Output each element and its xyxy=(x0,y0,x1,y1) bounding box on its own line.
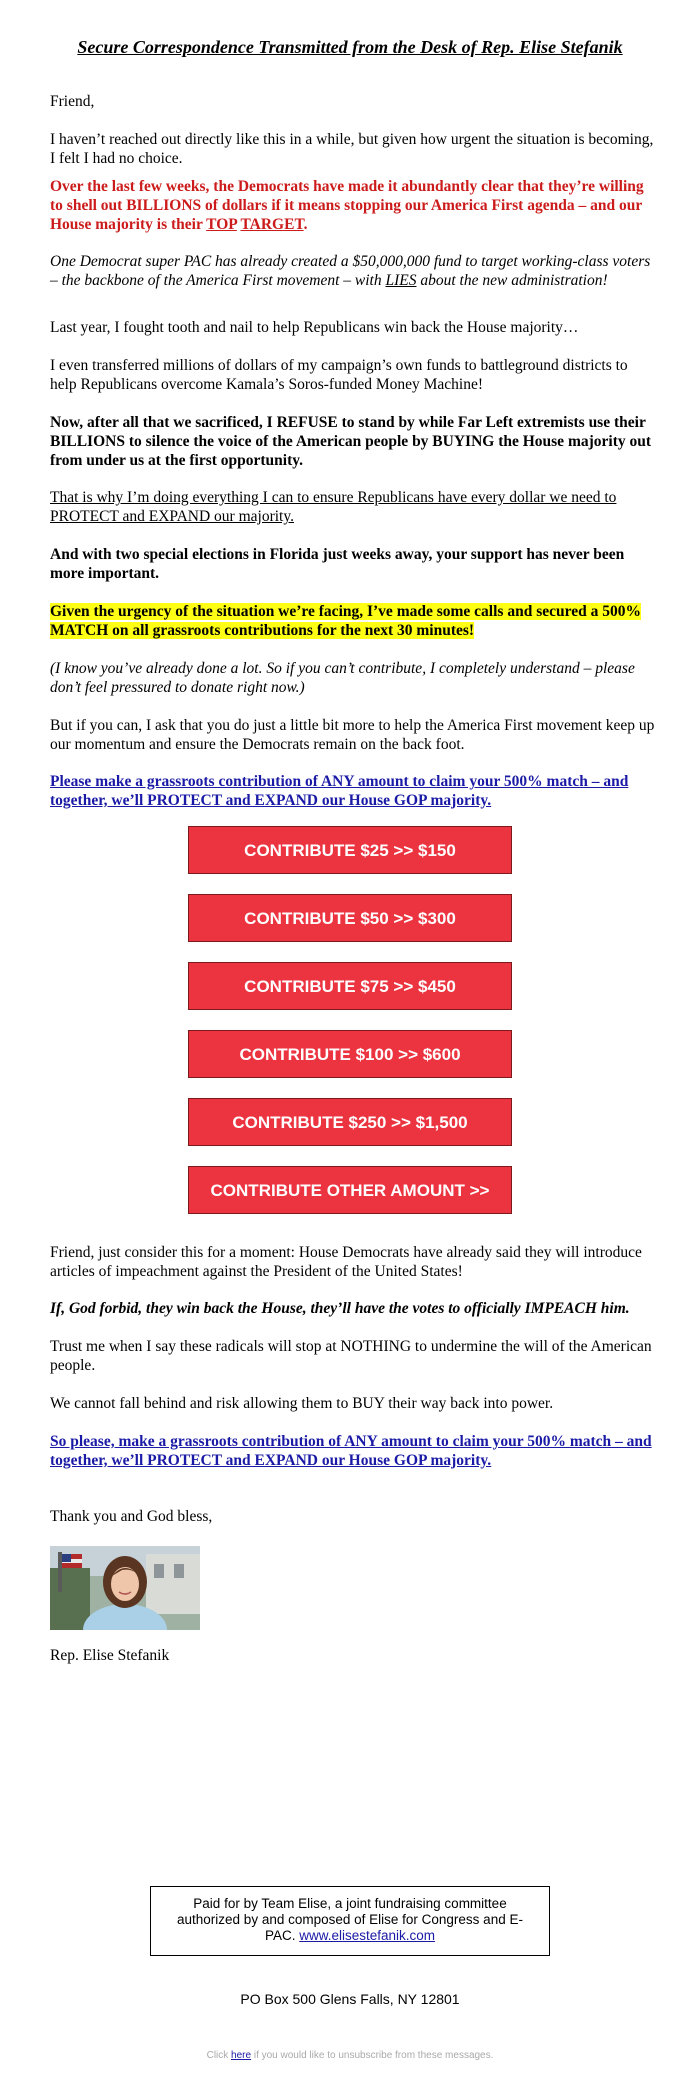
paragraph-fall-behind: We cannot fall behind and risk allowing them to BUY their way back into power. xyxy=(50,1395,554,1412)
paragraph-text: . xyxy=(303,216,308,233)
unsubscribe-link[interactable]: here xyxy=(231,2050,252,2061)
unsubscribe-text: if you would like to unsubscribe from these messages. xyxy=(251,2050,494,2061)
paragraph-no-pressure: (I know you’ve already done a lot. So if you can’t contribute, I completely understand – please don’t feel pressured to donate right now.) xyxy=(50,660,635,696)
highlighted-match-text: Given the urgency of the situation we’re facing, I’ve made some calls and secured a 500% MATCH on all grassroots contributions for the next 30 minutes! xyxy=(50,603,641,639)
paragraph-refuse: Now, after all that we sacrificed, I REFUSE to stand by while Far Left extremists use their BILLIONS to silence the voice of the American people by BUYING the House majority out from under us at the first opportunity. xyxy=(50,414,652,469)
paragraph-match xyxy=(50,602,655,640)
emphasis-lies: LIES xyxy=(385,272,417,289)
paragraph-text: One Democrat super PAC has already created a $50,000,000 fund to target working-class voters – the backbone of the America First movement – with xyxy=(50,253,651,289)
paragraph-impeachment: Friend, just consider this for a moment: House Democrats have already said they will introduce articles of impeachment against the President of the United States! xyxy=(50,1244,642,1280)
contribute-link-2[interactable] xyxy=(50,1432,655,1470)
contribute-25-button[interactable]: CONTRIBUTE $25 >> $150 xyxy=(188,826,512,874)
signature-name: Rep. Elise Stefanik xyxy=(50,1647,170,1664)
paragraph-momentum: But if you can, I ask that you do just a little bit more to help the America First movement keep up our momentum and ensure the Democrats remain on the back foot. xyxy=(50,717,655,753)
contribute-250-button[interactable]: CONTRIBUTE $250 >> $1,500 xyxy=(188,1098,512,1146)
contribute-other-button[interactable]: CONTRIBUTE OTHER AMOUNT >> xyxy=(188,1166,512,1214)
page-title: Secure Correspondence Transmitted from the Desk of Rep. Elise Stefanik xyxy=(77,37,623,57)
paragraph-intro: I haven’t reached out directly like this in a while, but given how urgent the situation is becoming, I felt I had no choice. xyxy=(50,131,654,167)
greeting: Friend, xyxy=(50,93,95,110)
paragraph-last-year: Last year, I fought tooth and nail to help Republicans win back the House majority… xyxy=(50,319,579,336)
paragraph-radicals: Trust me when I say these radicals will stop at NOTHING to undermine the will of the American people. xyxy=(50,1338,652,1374)
website-link[interactable]: www.elisestefanik.com xyxy=(299,1928,436,1943)
unsubscribe-text: Click xyxy=(206,2050,232,2061)
paragraph-protect-expand: That is why I’m doing everything I can to ensure Republicans have every dollar we need to PROTECT and EXPAND our majority. xyxy=(50,489,617,525)
signoff: Thank you and God bless, xyxy=(50,1508,213,1525)
paragraph-democrats-billions xyxy=(50,177,655,234)
portrait-image xyxy=(50,1546,200,1630)
contribute-75-button[interactable]: CONTRIBUTE $75 >> $450 xyxy=(188,962,512,1010)
mailing-address: PO Box 500 Glens Falls, NY 12801 xyxy=(240,1991,460,2007)
contribute-link-text[interactable]: So please, make a grassroots contribution of ANY amount to claim your 500% match – and together, we’ll PROTECT and EXPAND our House GOP majority. xyxy=(50,1433,652,1469)
paragraph-text: Over the last few weeks, the Democrats have made it abundantly clear that they’re willing to shell out BILLIONS of dollars if it means stopping our America First agenda – and our House majority is their xyxy=(50,178,644,233)
paragraph-special-elections: And with two special elections in Florida just weeks away, your support has never been more important. xyxy=(50,546,625,582)
contribute-50-button[interactable]: CONTRIBUTE $50 >> $300 xyxy=(188,894,512,942)
paragraph-impeach-him: If, God forbid, they win back the House, they’ll have the votes to officially IMPEACH him. xyxy=(50,1300,630,1317)
paragraph-text: about the new administration! xyxy=(416,272,608,289)
signature-photo xyxy=(50,1546,200,1630)
emphasis-top: TOP xyxy=(206,216,237,233)
paragraph-super-pac xyxy=(50,252,655,290)
unsubscribe-line xyxy=(0,2046,700,2065)
contribute-100-button[interactable]: CONTRIBUTE $100 >> $600 xyxy=(188,1030,512,1078)
disclaimer-text: Paid for by Team Elise, a joint fundraising committee authorized by and composed of Elise for Congress and E-PAC. xyxy=(177,1896,523,1943)
emphasis-target: TARGET xyxy=(240,216,304,233)
paid-for-disclaimer xyxy=(150,1886,550,1956)
contribute-link-text[interactable]: Please make a grassroots contribution of ANY amount to claim your 500% match – and together, we’ll PROTECT and EXPAND our House GOP majority. xyxy=(50,773,629,809)
contribute-link-1[interactable] xyxy=(50,772,655,810)
paragraph-transferred-funds: I even transferred millions of dollars of my campaign’s own funds to battleground districts to help Republicans overcome Kamala’s Soros-funded Money Machine! xyxy=(50,357,628,393)
